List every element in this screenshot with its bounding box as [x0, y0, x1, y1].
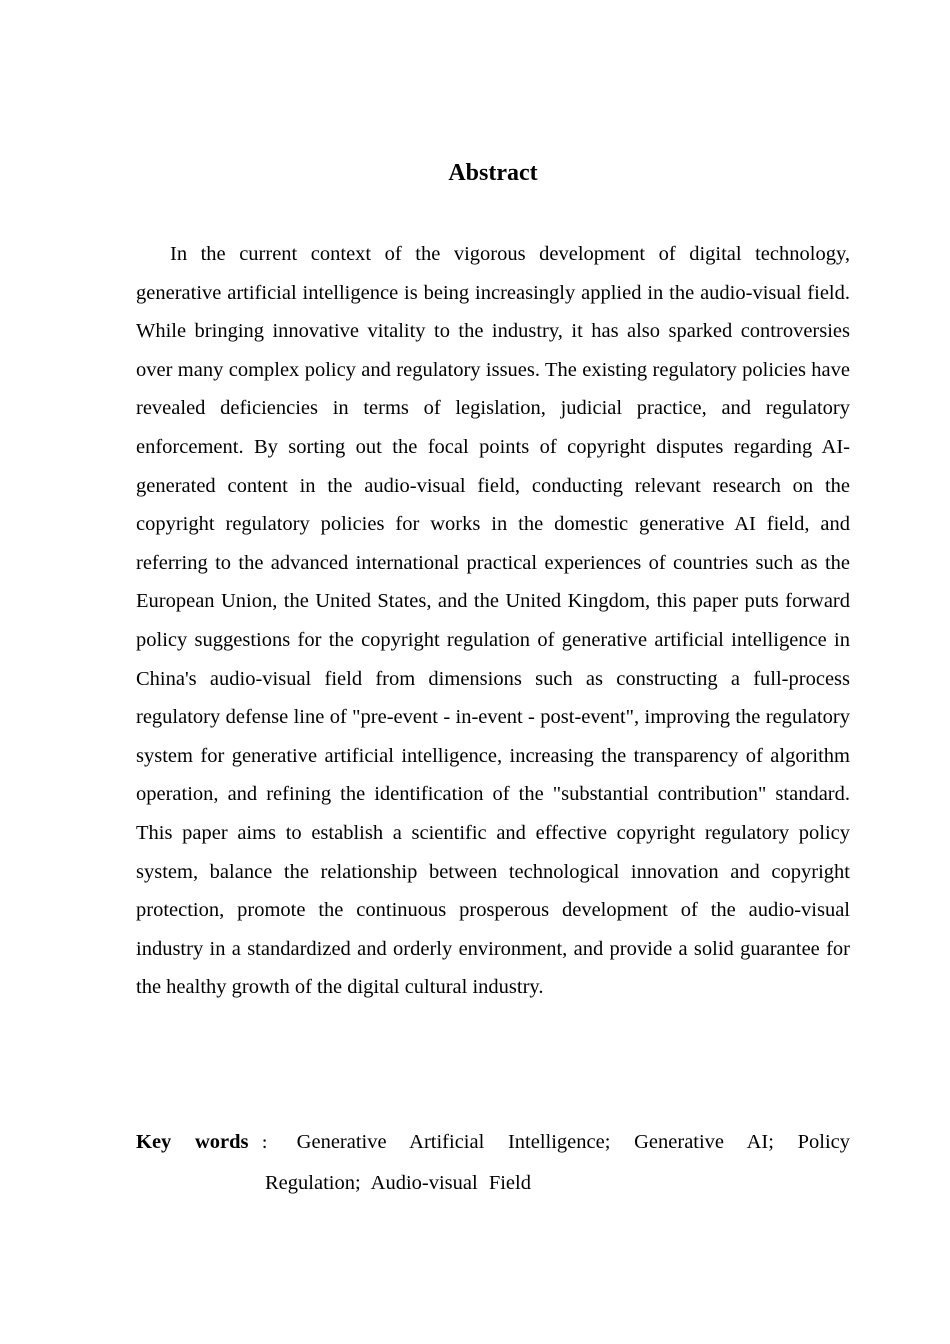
keywords-paragraph: [136, 1123, 850, 1202]
keywords-colon: ：: [248, 1136, 289, 1152]
keywords-label: Key words: [136, 1131, 249, 1153]
keywords-list: Generative Artificial Intelligence; Generative AI; Policy Regulation; Audio-visual Field: [265, 1131, 851, 1194]
abstract-body: In the current context of the vigorous development of digital technology, generative artificial intelligence is being increasingly applied in the audio-visual field. While bringing innovative vitality to the industry, it has also sparked controversies over many complex policy and regulatory issues. The existing regulatory policies have revealed deficiencies in terms of legislation, judicial practice, and regulatory enforcement. By sorting out the focal points of copyright disputes regarding AI-generated content in the audio-visual field, conducting relevant research on the copyright regulatory policies for works in the domestic generative AI field, and referring to the advanced international practical experiences of countries such as the European Union, the United States, and the United Kingdom, this paper puts forward policy suggestions for the copyright regulation of generative artificial intelligence in China's audio-visual field from dimensions such as constructing a full-process regulatory defense line of "pre-event - in-event - post-event", improving the regulatory system for generative artificial intelligence, increasing the transparency of algorithm operation, and refining the identification of the "substantial contribution" standard. This paper aims to establish a scientific and effective copyright regulatory policy system, balance the relationship between technological innovation and copyright protection, promote the continuous prosperous development of the audio-visual industry in a standardized and orderly environment, and provide a solid guarantee for the healthy growth of the digital cultural industry.: [136, 243, 850, 999]
abstract-title: Abstract: [448, 160, 538, 186]
